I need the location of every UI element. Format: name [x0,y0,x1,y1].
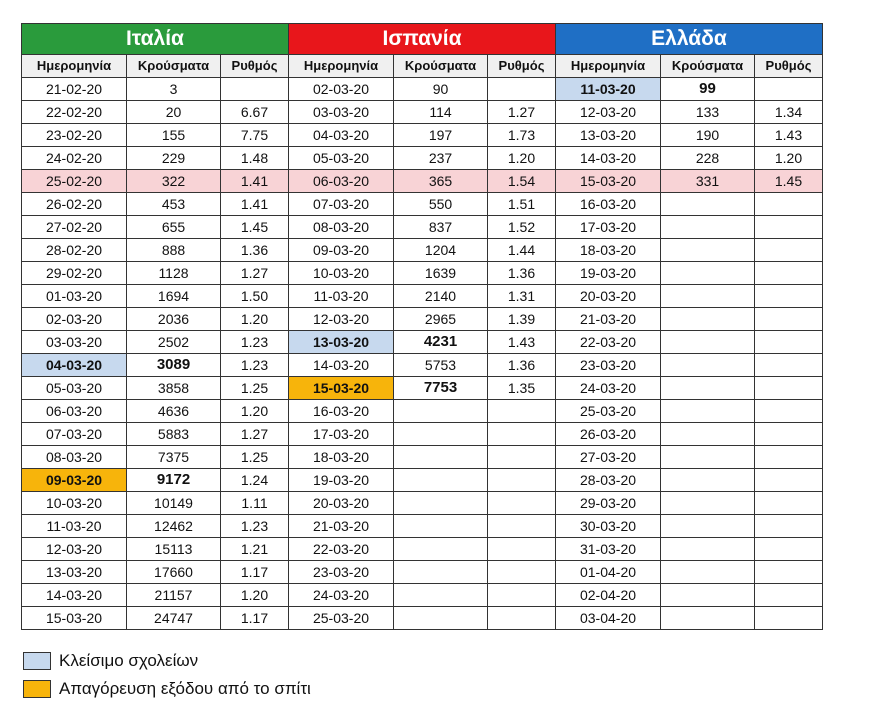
col-header-rate: Ρυθμός [488,55,556,78]
cell-rate: 1.44 [488,239,556,262]
cell-cases: 453 [127,193,221,216]
cell-date: 12-03-20 [289,308,394,331]
table-row [22,538,823,561]
cell-date: 22-02-20 [22,101,127,124]
cell-date: 09-03-20 [289,239,394,262]
legend-item-lockdown [23,678,311,700]
cell-rate [755,193,823,216]
cell-rate [755,285,823,308]
cell-cases: 197 [394,124,488,147]
cell-rate [755,469,823,492]
cell-rate: 1.20 [755,147,823,170]
cell-date: 05-03-20 [22,377,127,400]
cell-cases: 24747 [127,607,221,630]
table-row [22,492,823,515]
cell-cases [661,285,755,308]
cell-date: 16-03-20 [289,400,394,423]
cell-cases: 1639 [394,262,488,285]
cell-rate: 1.27 [488,101,556,124]
cell-rate: 1.23 [221,354,289,377]
cell-date: 18-03-20 [556,239,661,262]
cell-rate: 1.17 [221,561,289,584]
cell-cases [394,584,488,607]
cell-rate [488,423,556,446]
cell-rate: 1.20 [221,308,289,331]
cell-cases [661,331,755,354]
cell-date: 30-03-20 [556,515,661,538]
cell-rate: 1.17 [221,607,289,630]
cell-date: 14-03-20 [556,147,661,170]
cell-cases [394,469,488,492]
cell-rate [755,607,823,630]
cell-cases [661,239,755,262]
cell-cases [661,262,755,285]
cell-date: 21-03-20 [289,515,394,538]
cell-cases [661,469,755,492]
table-row [22,469,823,492]
cell-cases: 5753 [394,354,488,377]
cell-cases: 2965 [394,308,488,331]
cell-date: 11-03-20 [289,285,394,308]
cell-rate [755,239,823,262]
cell-cases [661,193,755,216]
cell-date: 19-03-20 [289,469,394,492]
cell-rate [755,492,823,515]
cell-rate [755,584,823,607]
cell-date: 31-03-20 [556,538,661,561]
table-row [22,515,823,538]
cell-date: 25-03-20 [556,400,661,423]
column-header-row [22,55,823,78]
cell-cases: 114 [394,101,488,124]
cell-date: 27-02-20 [22,216,127,239]
cell-cases: 837 [394,216,488,239]
cell-date: 21-03-20 [556,308,661,331]
cases-table-container [21,23,823,630]
cell-rate: 1.50 [221,285,289,308]
cell-cases: 1694 [127,285,221,308]
cell-date: 03-04-20 [556,607,661,630]
cell-rate: 1.48 [221,147,289,170]
cell-cases: 322 [127,170,221,193]
cell-date: 14-03-20 [22,584,127,607]
cell-cases: 20 [127,101,221,124]
cell-rate: 1.20 [221,584,289,607]
cell-cases: 7753 [394,377,488,400]
cell-date: 14-03-20 [289,354,394,377]
cell-date: 23-03-20 [556,354,661,377]
cell-date: 24-02-20 [22,147,127,170]
cell-cases [394,515,488,538]
cell-rate: 1.45 [221,216,289,239]
cell-rate: 1.21 [221,538,289,561]
table-row [22,101,823,124]
cell-rate: 1.36 [221,239,289,262]
cell-rate [755,78,823,101]
cell-date: 10-03-20 [289,262,394,285]
table-row [22,584,823,607]
table-row [22,561,823,584]
cell-cases [394,607,488,630]
covid-cases-table [21,23,823,630]
cell-cases: 4231 [394,331,488,354]
cell-date: 12-03-20 [22,538,127,561]
cell-date: 27-03-20 [556,446,661,469]
cell-rate [488,607,556,630]
table-row [22,331,823,354]
legend [23,650,311,706]
cell-date: 01-03-20 [22,285,127,308]
cell-date: 15-03-20 [22,607,127,630]
col-header-date: Ημερομηνία [22,55,127,78]
cell-rate: 6.67 [221,101,289,124]
col-header-cases: Κρούσματα [661,55,755,78]
cell-date: 10-03-20 [22,492,127,515]
cell-rate [488,492,556,515]
col-header-date: Ημερομηνία [556,55,661,78]
cell-date: 02-03-20 [22,308,127,331]
country-header-row [22,24,823,55]
cell-date: 25-02-20 [22,170,127,193]
cell-date: 26-03-20 [556,423,661,446]
cell-cases: 133 [661,101,755,124]
cell-date: 23-03-20 [289,561,394,584]
cell-date: 28-02-20 [22,239,127,262]
cell-date: 07-03-20 [289,193,394,216]
cell-rate [755,423,823,446]
cell-date: 16-03-20 [556,193,661,216]
cell-cases: 331 [661,170,755,193]
cell-cases: 3858 [127,377,221,400]
cell-rate [488,446,556,469]
cell-date: 09-03-20 [22,469,127,492]
cell-cases: 2140 [394,285,488,308]
legend-item-school-closure [23,650,311,672]
cell-cases: 3089 [127,354,221,377]
cell-date: 08-03-20 [22,446,127,469]
cell-date: 25-03-20 [289,607,394,630]
cell-cases: 888 [127,239,221,262]
cell-cases: 2502 [127,331,221,354]
cell-cases: 5883 [127,423,221,446]
table-row [22,377,823,400]
cell-cases [661,515,755,538]
cell-date: 11-03-20 [22,515,127,538]
cell-rate: 1.11 [221,492,289,515]
cell-rate: 1.54 [488,170,556,193]
legend-label: Απαγόρευση εξόδου από το σπίτι [59,679,311,698]
cell-cases: 12462 [127,515,221,538]
cell-date: 17-03-20 [289,423,394,446]
cell-date: 11-03-20 [556,78,661,101]
cell-date: 20-03-20 [289,492,394,515]
cell-rate: 1.25 [221,377,289,400]
table-row [22,124,823,147]
table-body [22,78,823,630]
cell-cases: 1204 [394,239,488,262]
cell-rate: 1.23 [221,331,289,354]
cell-rate: 1.36 [488,262,556,285]
cell-rate: 1.73 [488,124,556,147]
cell-rate: 1.35 [488,377,556,400]
cell-rate: 1.31 [488,285,556,308]
cell-date: 19-03-20 [556,262,661,285]
cell-rate: 1.52 [488,216,556,239]
table-row [22,400,823,423]
cell-date: 15-03-20 [289,377,394,400]
cell-cases [394,492,488,515]
table-row [22,607,823,630]
cell-rate: 1.20 [221,400,289,423]
cell-cases [661,216,755,239]
cell-cases [661,561,755,584]
cell-cases [394,446,488,469]
cell-cases: 4636 [127,400,221,423]
cell-date: 01-04-20 [556,561,661,584]
cell-cases [394,538,488,561]
cell-date: 06-03-20 [289,170,394,193]
cell-rate: 1.45 [755,170,823,193]
legend-swatch-orange [23,680,51,698]
cell-cases [661,607,755,630]
cell-date: 12-03-20 [556,101,661,124]
legend-swatch-blue [23,652,51,670]
cell-date: 03-03-20 [22,331,127,354]
cell-cases: 365 [394,170,488,193]
cell-rate: 1.20 [488,147,556,170]
cell-cases [661,400,755,423]
cell-date: 07-03-20 [22,423,127,446]
cell-date: 21-02-20 [22,78,127,101]
cell-date: 13-03-20 [22,561,127,584]
cell-cases [661,446,755,469]
table-row [22,262,823,285]
cell-date: 03-03-20 [289,101,394,124]
cell-cases [661,308,755,331]
cell-date: 08-03-20 [289,216,394,239]
cell-date: 04-03-20 [22,354,127,377]
cell-cases: 3 [127,78,221,101]
table-row [22,423,823,446]
cell-rate: 1.39 [488,308,556,331]
table-row [22,170,823,193]
cell-date: 15-03-20 [556,170,661,193]
cell-rate: 1.23 [221,515,289,538]
country-header-greece: Ελλάδα [556,24,823,55]
cell-rate: 1.25 [221,446,289,469]
cell-rate: 1.41 [221,170,289,193]
table-row [22,78,823,101]
cell-date: 04-03-20 [289,124,394,147]
cell-date: 24-03-20 [556,377,661,400]
cell-date: 22-03-20 [556,331,661,354]
cell-cases: 7375 [127,446,221,469]
cell-cases: 550 [394,193,488,216]
cell-rate [755,354,823,377]
cell-rate [221,78,289,101]
col-header-cases: Κρούσματα [127,55,221,78]
cell-date: 18-03-20 [289,446,394,469]
cell-cases [661,377,755,400]
cell-cases: 17660 [127,561,221,584]
cell-cases [394,561,488,584]
cell-date: 24-03-20 [289,584,394,607]
cell-date: 02-03-20 [289,78,394,101]
col-header-cases: Κρούσματα [394,55,488,78]
table-row [22,216,823,239]
cell-rate [755,377,823,400]
cell-date: 26-02-20 [22,193,127,216]
cell-rate [755,446,823,469]
cell-cases: 15113 [127,538,221,561]
cell-cases [661,538,755,561]
cell-rate [488,538,556,561]
cell-cases: 9172 [127,469,221,492]
country-header-spain: Ισπανία [289,24,556,55]
cell-rate [488,78,556,101]
table-row [22,308,823,331]
cell-rate [755,400,823,423]
cell-cases [661,354,755,377]
cell-rate: 1.43 [755,124,823,147]
col-header-rate: Ρυθμός [755,55,823,78]
cell-rate [488,515,556,538]
cell-rate: 1.43 [488,331,556,354]
cell-cases: 229 [127,147,221,170]
cell-date: 29-02-20 [22,262,127,285]
cell-date: 05-03-20 [289,147,394,170]
cell-date: 29-03-20 [556,492,661,515]
cell-rate: 1.24 [221,469,289,492]
country-header-italy: Ιταλία [22,24,289,55]
cell-rate: 7.75 [221,124,289,147]
cell-rate: 1.27 [221,423,289,446]
cell-cases [661,423,755,446]
cell-cases: 21157 [127,584,221,607]
cell-rate [488,561,556,584]
cell-rate: 1.36 [488,354,556,377]
table-row [22,285,823,308]
cell-cases [661,584,755,607]
cell-rate [755,561,823,584]
cell-rate [755,262,823,285]
cell-cases: 1128 [127,262,221,285]
cell-cases: 90 [394,78,488,101]
cell-date: 20-03-20 [556,285,661,308]
table-row [22,446,823,469]
cell-date: 23-02-20 [22,124,127,147]
cell-cases: 228 [661,147,755,170]
cell-date: 17-03-20 [556,216,661,239]
cell-date: 28-03-20 [556,469,661,492]
cell-cases [394,400,488,423]
cell-date: 22-03-20 [289,538,394,561]
cell-rate [488,400,556,423]
cell-rate [755,216,823,239]
cell-rate [488,469,556,492]
cell-cases [394,423,488,446]
cell-cases: 2036 [127,308,221,331]
cell-rate: 1.27 [221,262,289,285]
table-row [22,239,823,262]
cell-cases: 190 [661,124,755,147]
cell-rate [755,308,823,331]
cell-cases: 655 [127,216,221,239]
cell-cases [661,492,755,515]
legend-label: Κλείσιμο σχολείων [59,651,199,670]
table-row [22,147,823,170]
cell-date: 13-03-20 [556,124,661,147]
cell-rate: 1.34 [755,101,823,124]
cell-rate [755,515,823,538]
cell-cases: 99 [661,78,755,101]
table-row [22,193,823,216]
cell-rate [755,331,823,354]
cell-cases: 155 [127,124,221,147]
col-header-date: Ημερομηνία [289,55,394,78]
cell-rate [755,538,823,561]
cell-date: 06-03-20 [22,400,127,423]
cell-rate [488,584,556,607]
cell-rate: 1.51 [488,193,556,216]
cell-date: 02-04-20 [556,584,661,607]
table-row [22,354,823,377]
cell-rate: 1.41 [221,193,289,216]
cell-date: 13-03-20 [289,331,394,354]
col-header-rate: Ρυθμός [221,55,289,78]
cell-cases: 10149 [127,492,221,515]
cell-cases: 237 [394,147,488,170]
